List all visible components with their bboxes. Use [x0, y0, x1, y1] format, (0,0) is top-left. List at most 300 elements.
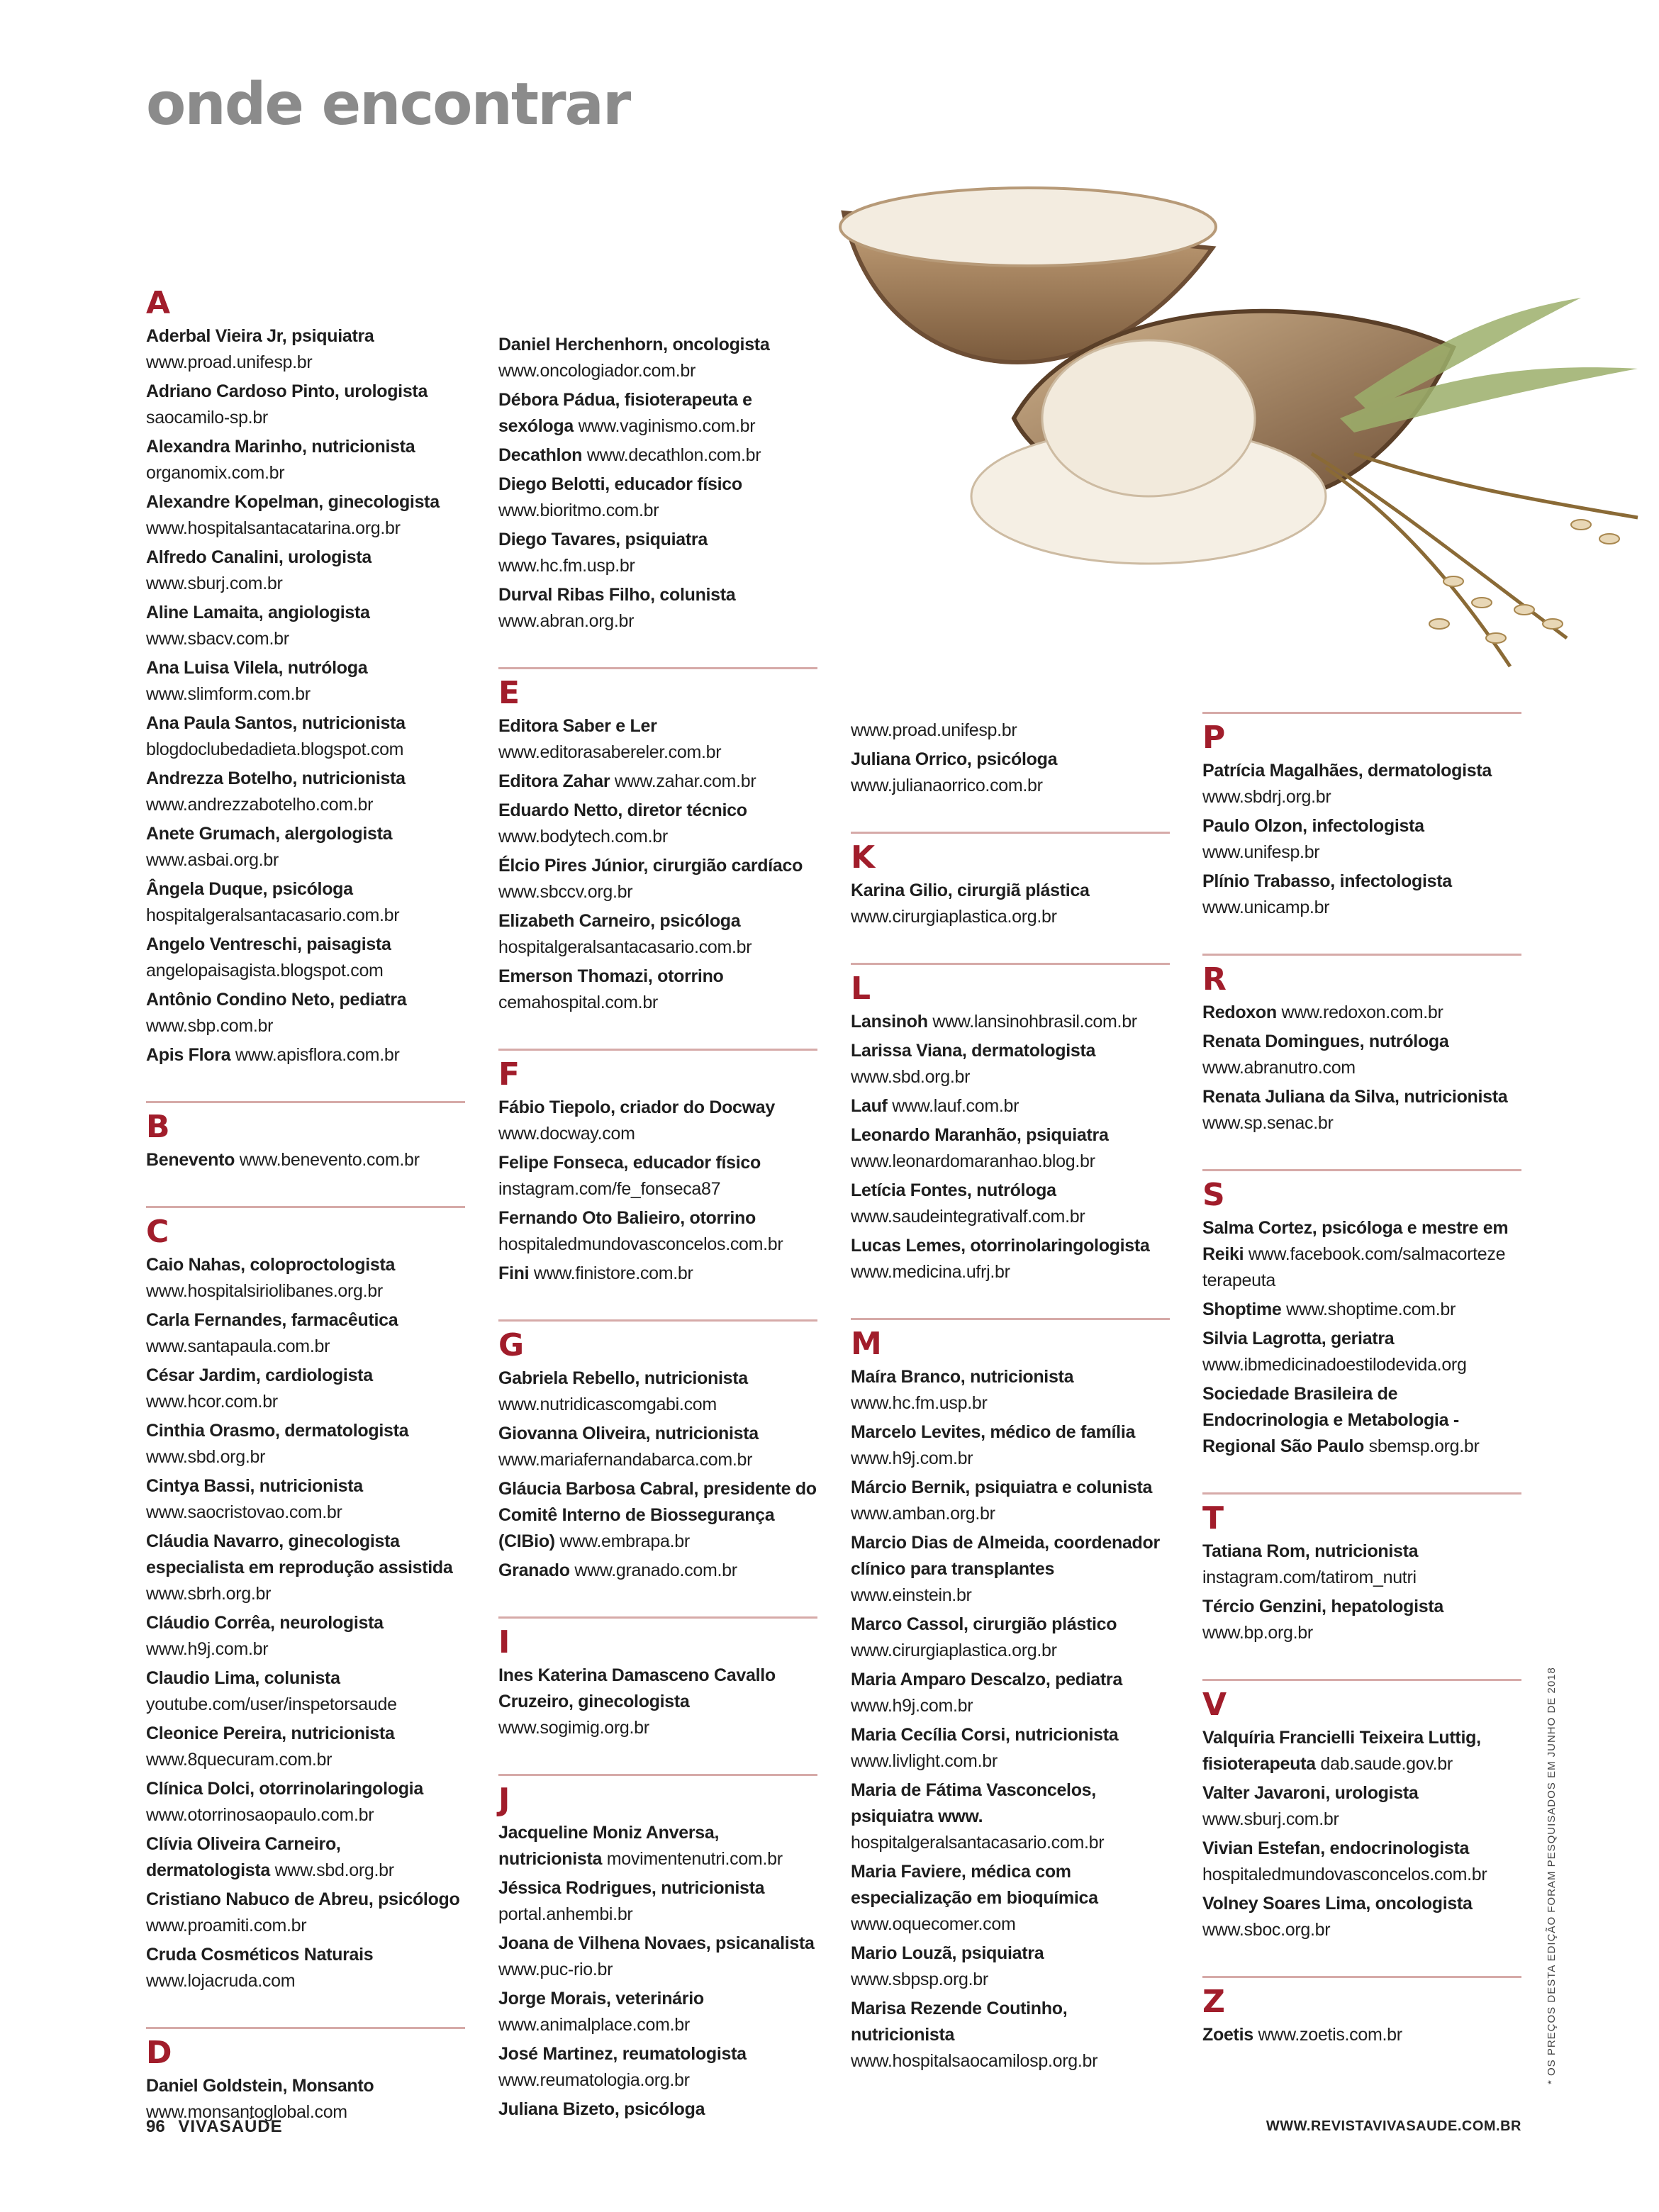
section-letter: F — [498, 1056, 520, 1093]
index-entry — [1202, 1029, 1521, 1081]
entry-url[interactable]: www.sp.senac.br — [1202, 1113, 1334, 1133]
index-entry — [851, 1777, 1170, 1856]
entry-name: Salma Cortez, psicóloga e mestre em Reiki — [1202, 1218, 1509, 1264]
entry-url[interactable]: www.lojacruda.com — [146, 1971, 296, 1991]
index-entry — [851, 1009, 1170, 1035]
page-number: 96 — [146, 2117, 165, 2136]
entry-url[interactable]: www.sbd.org.br — [274, 1860, 394, 1880]
index-entry — [146, 1831, 465, 1884]
entry-url[interactable]: www.sbd.org.br — [146, 1447, 266, 1467]
index-entry — [498, 1150, 817, 1202]
entry-url[interactable]: www.proad.unifesp.br — [146, 352, 313, 372]
entry-name: Ines Katerina Damasceno Cavallo Cruzeiro, ginecologista — [498, 1665, 776, 1711]
index-entry — [146, 1363, 465, 1415]
index-entry — [498, 1986, 817, 2038]
entry-url[interactable]: www.saudeintegrativalf.com.br — [851, 1207, 1085, 1227]
entry-url[interactable]: youtube.com/user/inspetorsaude — [146, 1694, 397, 1714]
entry-name: Clínica Dolci, otorrinolaringologia — [146, 1779, 423, 1799]
entry-url[interactable]: www.apisflora.com.br — [235, 1045, 400, 1065]
index-entry — [146, 1529, 465, 1607]
index-section-l — [851, 963, 1170, 1285]
entry-name: Élcio Pires Júnior, cirurgião cardíaco — [498, 856, 803, 876]
entry-name: Débora Pádua, fisioterapeuta e sexóloga — [498, 390, 752, 436]
entry-name: Márcio Bernik, psiquiatra e colunista — [851, 1478, 1153, 1497]
entry-name: Cláudio Corrêa, neurologista — [146, 1613, 384, 1633]
index-entry — [146, 987, 465, 1039]
footer-folio — [146, 2117, 283, 2137]
entry-name: Renata Juliana da Silva, nutricionista — [1202, 1087, 1508, 1107]
entry-url[interactable]: hospitaledmundovasconcelos.com.br — [498, 1234, 783, 1254]
index-entry — [498, 963, 817, 1016]
entry-name: Letícia Fontes, nutróloga — [851, 1180, 1056, 1200]
index-entry — [851, 1178, 1170, 1230]
index-entry — [1202, 1084, 1521, 1136]
index-entry — [498, 582, 817, 635]
entry-name: Diego Tavares, psiquiatra — [498, 530, 708, 549]
index-entry — [498, 1365, 817, 1418]
entry-name: Maria Amparo Descalzo, pediatra — [851, 1670, 1122, 1689]
index-entry — [851, 717, 1170, 744]
index-entry — [146, 876, 465, 929]
entry-name: Decathlon — [498, 445, 583, 465]
index-entry — [851, 1475, 1170, 1527]
entry-url[interactable]: movimentenutri.com.br — [606, 1849, 783, 1869]
section-letter: J — [498, 1782, 510, 1818]
index-entry — [146, 489, 465, 542]
entry-name: Jacqueline Moniz Anversa, nutricionista — [498, 1823, 720, 1869]
entry-url[interactable]: www.unicamp.br — [1202, 898, 1330, 917]
entry-name: Maria Faviere, médica com especialização em bioquímica — [851, 1862, 1098, 1908]
rice-stalks — [1312, 454, 1638, 666]
index-entry — [851, 1093, 1170, 1119]
entry-name: Cleonice Pereira, nutricionista — [146, 1724, 395, 1743]
entry-name: Cruda Cosméticos Naturais — [146, 1945, 374, 1965]
entry-name: Aline Lamaita, angiologista — [146, 603, 370, 622]
index-entry — [146, 323, 465, 376]
entry-name: Marco Cassol, cirurgião plástico — [851, 1614, 1117, 1634]
entry-url[interactable]: www.sbd.org.br — [851, 1067, 971, 1087]
entry-name: Jorge Morais, veterinário — [498, 1989, 704, 2009]
section-letter: M — [851, 1326, 882, 1362]
entry-url[interactable]: www.reumatologia.org.br — [498, 2070, 690, 2090]
entry-name: Leonardo Maranhão, psiquiatra — [851, 1125, 1109, 1145]
index-entry — [146, 1307, 465, 1360]
entry-name: Ana Luisa Vilela, nutróloga — [146, 658, 368, 678]
entry-url[interactable]: www.otorrinosaopaulo.com.br — [146, 1805, 374, 1825]
entry-name: Ângela Duque, psicóloga — [146, 879, 353, 899]
entry-name: Cinthia Orasmo, dermatologista — [146, 1421, 409, 1441]
entry-url[interactable]: www.abranutro.com — [1202, 1058, 1356, 1078]
entry-name: Granado — [498, 1560, 570, 1580]
index-entry — [498, 769, 817, 795]
entry-url[interactable]: www.redoxon.com.br — [1281, 1002, 1443, 1022]
entry-name: Editora Zahar — [498, 771, 610, 791]
index-entry — [498, 1558, 817, 1584]
entry-name: Durval Ribas Filho, colunista — [498, 585, 736, 605]
entry-name: Emerson Thomazi, otorrino — [498, 966, 724, 986]
index-entry — [1202, 1836, 1521, 1888]
index-section-v — [1202, 1679, 1521, 1943]
entry-name: Diego Belotti, educador físico — [498, 474, 742, 494]
index-section-j — [498, 1774, 817, 2123]
index-entry — [851, 1722, 1170, 1775]
index-entry — [146, 1887, 465, 1939]
entry-url[interactable]: www.bioritmo.com.br — [498, 501, 659, 520]
entry-url[interactable]: www.abran.org.br — [498, 611, 635, 631]
index-entry — [851, 1233, 1170, 1285]
index-entry — [498, 713, 817, 766]
entry-url[interactable]: www.granado.com.br — [574, 1560, 737, 1580]
entry-name: Tércio Genzini, hepatologista — [1202, 1597, 1443, 1616]
index-entry — [851, 1996, 1170, 2074]
index-entry — [146, 1473, 465, 1526]
index-entry — [1202, 1538, 1521, 1591]
entry-url[interactable]: www.medicina.ufrj.br — [851, 1262, 1010, 1282]
entry-name: Plínio Trabasso, infectologista — [1202, 871, 1452, 891]
entry-name: Marcelo Levites, médico de família — [851, 1422, 1136, 1442]
entry-url[interactable]: www.nutridicascomgabi.com — [498, 1395, 717, 1414]
entry-url[interactable]: instagram.com/tatirom_nutri — [1202, 1568, 1417, 1587]
entry-name: Elizabeth Carneiro, psicóloga — [498, 911, 741, 931]
entry-url[interactable]: www.livlight.com.br — [851, 1751, 998, 1771]
entry-url[interactable]: www.asbai.org.br — [146, 850, 279, 870]
entry-url[interactable]: instagram.com/fe_fonseca87 — [498, 1179, 721, 1199]
section-letter: A — [146, 285, 171, 321]
entry-url[interactable]: www.oncologiador.com.br — [498, 361, 696, 381]
index-entry — [1202, 1780, 1521, 1833]
index-entry — [1202, 1000, 1521, 1026]
entry-url[interactable]: www.8quecuram.com.br — [146, 1750, 333, 1770]
entry-name: Joana de Vilhena Novaes, psicanalista — [498, 1933, 815, 1953]
entry-url[interactable]: www.oquecomer.com — [851, 1914, 1016, 1934]
index-section-i — [498, 1616, 817, 1741]
index-entry — [498, 853, 817, 905]
index-section-a — [146, 284, 465, 1068]
entry-name: Ana Paula Santos, nutricionista — [146, 713, 406, 733]
index-entry — [498, 2041, 817, 2094]
index-entry — [851, 1419, 1170, 1472]
entry-url[interactable]: www.proamiti.com.br — [146, 1916, 307, 1936]
entry-name: Lucas Lemes, otorrinolaringologista — [851, 1236, 1150, 1256]
entry-url[interactable]: hospitalgeralsantacasario.com.br — [851, 1833, 1105, 1853]
entry-name: Lauf — [851, 1096, 888, 1116]
section-letter: L — [851, 971, 871, 1007]
entry-name: Karina Gilio, cirurgiã plástica — [851, 881, 1090, 900]
index-entry — [851, 1667, 1170, 1719]
index-entry — [851, 878, 1170, 930]
entry-url[interactable]: www.animalplace.com.br — [498, 2015, 690, 2035]
section-letter: I — [498, 1624, 510, 1660]
entry-url[interactable]: www.sburj.com.br — [1202, 1809, 1339, 1829]
entry-url[interactable]: www.slimform.com.br — [146, 684, 311, 704]
index-entry — [851, 1530, 1170, 1609]
index-entry — [1202, 1381, 1521, 1460]
index-entry — [146, 1147, 465, 1173]
entry-url[interactable]: www.ibmedicinadoestilodevida.org — [1202, 1355, 1467, 1375]
index-entry — [498, 1095, 817, 1147]
index-entry — [851, 1122, 1170, 1175]
entry-name: Shoptime — [1202, 1300, 1282, 1319]
entry-url[interactable]: www.h9j.com.br — [146, 1639, 269, 1659]
entry-url[interactable]: www.decathlon.com.br — [586, 445, 761, 465]
entry-name: Cintya Bassi, nutricionista — [146, 1476, 363, 1496]
index-entry — [146, 821, 465, 873]
index-column-1 — [146, 284, 465, 2126]
index-entry — [1202, 868, 1521, 921]
index-entry — [851, 1859, 1170, 1938]
index-section-p — [1202, 712, 1521, 921]
entry-url[interactable]: www.sburj.com.br — [146, 574, 283, 593]
entry-url[interactable]: cemahospital.com.br — [498, 993, 658, 1012]
entry-url[interactable]: www.zoetis.com.br — [1258, 2025, 1402, 2045]
index-section-k — [851, 832, 1170, 930]
entry-url[interactable]: dab.saude.gov.br — [1320, 1754, 1453, 1774]
entry-url[interactable]: www.puc-rio.br — [498, 1960, 613, 1979]
entry-name: Carla Fernandes, farmacêutica — [146, 1310, 398, 1330]
entry-name: Angelo Ventreschi, paisagista — [146, 934, 391, 954]
entry-url[interactable]: www.h9j.com.br — [851, 1448, 973, 1468]
entry-name: Cláudia Navarro, ginecologista especialista em reprodução assistida — [146, 1531, 453, 1577]
entry-url[interactable]: www.cirurgiaplastica.org.br — [851, 907, 1057, 927]
entry-name: José Martinez, reumatologista — [498, 2044, 747, 2064]
entry-url[interactable]: www.sbpsp.org.br — [851, 1970, 988, 1989]
index-section-s — [1202, 1169, 1521, 1460]
page-title: onde encontrar — [146, 71, 630, 138]
entry-name: Benevento — [146, 1150, 235, 1170]
index-entry — [498, 908, 817, 961]
entry-name: Alfredo Canalini, urologista — [146, 547, 372, 567]
entry-url[interactable]: www.sbccv.org.br — [498, 882, 633, 902]
entry-url[interactable]: www.bp.org.br — [1202, 1623, 1313, 1643]
index-entry — [851, 1940, 1170, 1993]
index-entry — [1202, 758, 1521, 810]
index-entry — [851, 1038, 1170, 1090]
index-entry — [1202, 1326, 1521, 1378]
entry-name: Lansinoh — [851, 1012, 928, 1032]
entry-name: Anete Grumach, alergologista — [146, 824, 393, 844]
entry-url[interactable]: www.hc.fm.usp.br — [851, 1393, 988, 1413]
entry-url[interactable]: www.zahar.com.br — [614, 771, 756, 791]
entry-url[interactable]: www.cirurgiaplastica.org.br — [851, 1641, 1057, 1660]
entry-url[interactable]: www.docway.com — [498, 1124, 635, 1144]
entry-name: Clívia Oliveira Carneiro, dermatologista — [146, 1834, 341, 1880]
index-entry — [146, 710, 465, 763]
index-entry — [498, 387, 817, 440]
entry-url[interactable]: www.santapaula.com.br — [146, 1336, 330, 1356]
index-entry — [1202, 813, 1521, 866]
entry-url[interactable]: www.hc.fm.usp.br — [498, 556, 635, 576]
index-entry — [851, 1364, 1170, 1417]
entry-name: Apis Flora — [146, 1045, 231, 1065]
index-column-3 — [851, 717, 1170, 2074]
index-entry — [146, 1418, 465, 1470]
entry-url[interactable]: www.sogimig.org.br — [498, 1718, 649, 1738]
entry-name: Maria de Fátima Vasconcelos, psiquiatra www. — [851, 1780, 1096, 1826]
entry-url[interactable]: www.leonardomaranhao.blog.br — [851, 1151, 1095, 1171]
index-section-f — [498, 1049, 817, 1287]
section-letter: S — [1202, 1177, 1225, 1213]
index-entry — [146, 434, 465, 486]
entry-url[interactable]: hospitaledmundovasconcelos.com.br — [1202, 1865, 1487, 1884]
magazine-name: VIVASAÚDE — [178, 2117, 283, 2136]
index-entry — [146, 544, 465, 597]
section-letter: V — [1202, 1687, 1227, 1723]
entry-url[interactable]: www.sbrh.org.br — [146, 1584, 272, 1604]
entry-name: Jéssica Rodrigues, nutricionista — [498, 1878, 765, 1898]
entry-url[interactable]: sbemsp.org.br — [1368, 1436, 1480, 1456]
index-entry — [1202, 1891, 1521, 1943]
entry-name: Sociedade Brasileira de Endocrinologia e Metabologia - Regional São Paulo — [1202, 1384, 1459, 1456]
entry-name: Fernando Oto Balieiro, otorrino — [498, 1208, 756, 1228]
entry-url[interactable]: hospitalgeralsantacasario.com.br — [146, 905, 400, 925]
index-entry — [498, 798, 817, 850]
index-entry — [498, 332, 817, 384]
index-entry — [498, 1476, 817, 1555]
index-section-r — [1202, 954, 1521, 1136]
entry-url[interactable]: www.saocristovao.com.br — [146, 1502, 342, 1522]
entry-name: Renata Domingues, nutróloga — [1202, 1032, 1449, 1051]
entry-url[interactable]: angelopaisagista.blogspot.com — [146, 961, 384, 981]
section-letter: K — [851, 839, 876, 876]
index-entry — [146, 1042, 465, 1068]
entry-url[interactable]: www.andrezzabotelho.com.br — [146, 795, 374, 815]
entry-name: Tatiana Rom, nutricionista — [1202, 1541, 1419, 1561]
entry-url[interactable]: www.hospitalsantacatarina.org.br — [146, 518, 401, 538]
footer-website[interactable]: WWW.REVISTAVIVASAUDE.COM.BR — [1266, 2118, 1521, 2134]
index-entry — [1202, 1215, 1521, 1294]
entry-url[interactable]: www.lauf.com.br — [892, 1096, 1020, 1116]
entry-url[interactable]: www.hospitalsiriolibanes.org.br — [146, 1281, 383, 1301]
entry-name: Antônio Condino Neto, pediatra — [146, 990, 407, 1010]
entry-url[interactable]: www.finistore.com.br — [533, 1263, 693, 1283]
index-entry — [498, 1820, 817, 1872]
index-entry — [146, 1665, 465, 1718]
section-letter: R — [1202, 961, 1227, 998]
index-section-t — [1202, 1492, 1521, 1646]
entry-url[interactable]: organomix.com.br — [146, 463, 285, 483]
entry-url[interactable]: www.proad.unifesp.br — [851, 720, 1017, 740]
index-entry — [146, 766, 465, 818]
entry-url[interactable]: www.sbacv.com.br — [146, 629, 289, 649]
section-letter: D — [146, 2035, 172, 2071]
index-column-2 — [498, 332, 817, 2123]
index-entry — [146, 600, 465, 652]
index-entry — [851, 747, 1170, 799]
entry-name: Larissa Viana, dermatologista — [851, 1041, 1096, 1061]
entry-url[interactable]: www.facebook.com/salmacorteze terapeuta — [1202, 1244, 1506, 1290]
entry-url[interactable]: www.lansinohbrasil.com.br — [932, 1012, 1137, 1032]
index-section-continued — [498, 332, 817, 635]
entry-name: Patrícia Magalhães, dermatologista — [1202, 761, 1492, 781]
entry-name: Maíra Branco, nutricionista — [851, 1367, 1074, 1387]
entry-name: César Jardim, cardiologista — [146, 1365, 373, 1385]
index-entry — [498, 1931, 817, 1983]
entry-url[interactable]: www.amban.org.br — [851, 1504, 995, 1524]
entry-name: Alexandre Kopelman, ginecologista — [146, 492, 440, 512]
index-entry — [146, 1776, 465, 1828]
entry-name: Daniel Herchenhorn, oncologista — [498, 335, 770, 354]
index-entry — [146, 1252, 465, 1305]
bowl-rice — [840, 188, 1216, 266]
index-entry — [498, 1663, 817, 1741]
entry-name: Giovanna Oliveira, nutricionista — [498, 1424, 759, 1443]
index-entry — [146, 379, 465, 431]
entry-url[interactable]: portal.anhembi.br — [498, 1904, 633, 1924]
index-entry — [498, 1875, 817, 1928]
index-entry — [498, 1421, 817, 1473]
section-letter: Z — [1202, 1984, 1225, 2020]
index-column-4 — [1202, 712, 1521, 2048]
entry-url[interactable]: www.benevento.com.br — [239, 1150, 420, 1170]
entry-url[interactable]: www.einstein.br — [851, 1585, 972, 1605]
rice-grains — [1429, 520, 1619, 643]
entry-url[interactable]: blogdoclubedadieta.blogspot.com — [146, 739, 404, 759]
entry-name: Vivian Estefan, endocrinologista — [1202, 1838, 1470, 1858]
index-entry — [146, 932, 465, 984]
index-entry — [498, 1261, 817, 1287]
index-entry — [1202, 1594, 1521, 1646]
entry-url[interactable]: www.julianaorrico.com.br — [851, 776, 1043, 795]
entry-url[interactable]: saocamilo-sp.br — [146, 408, 268, 428]
entry-name: Juliana Bizeto, psicóloga — [498, 2099, 705, 2119]
entry-url[interactable]: www.shoptime.com.br — [1286, 1300, 1456, 1319]
entry-url[interactable]: www.embrapa.br — [559, 1531, 690, 1551]
index-entry — [146, 1721, 465, 1773]
entry-url[interactable]: www.editorasabereler.com.br — [498, 742, 722, 762]
entry-name: Gláucia Barbosa Cabral, presidente do Comitê Interno de Biossegurança (CIBio) — [498, 1479, 817, 1551]
section-letter: E — [498, 675, 520, 711]
entry-name: Claudio Lima, colunista — [146, 1668, 340, 1688]
index-entry — [1202, 1725, 1521, 1777]
index-entry — [498, 442, 817, 469]
entry-url[interactable]: www.sbdrj.org.br — [1202, 787, 1331, 807]
entry-url[interactable]: www.bodytech.com.br — [498, 827, 668, 847]
entry-name: Editora Saber e Ler — [498, 716, 657, 736]
entry-name: Fini — [498, 1263, 530, 1283]
entry-url[interactable]: www.sboc.org.br — [1202, 1920, 1331, 1940]
index-section-z — [1202, 1976, 1521, 2048]
index-entry — [498, 527, 817, 579]
entry-name: Silvia Lagrotta, geriatra — [1202, 1329, 1395, 1348]
entry-name: Marcio Dias de Almeida, coordenador clínico para transplantes — [851, 1533, 1160, 1579]
entry-name: Zoetis — [1202, 2025, 1253, 2045]
entry-name: Fábio Tiepolo, criador do Docway — [498, 1097, 775, 1117]
entry-url[interactable]: www.hospitalsaocamilosp.org.br — [851, 2051, 1098, 2071]
entry-url[interactable]: www.monsantoglobal.com — [146, 2102, 347, 2122]
index-entry — [1202, 2022, 1521, 2048]
rice-illustration — [815, 184, 1652, 681]
entry-url[interactable]: www.vaginismo.com.br — [578, 416, 756, 436]
index-section-continued — [851, 717, 1170, 799]
entry-url[interactable]: www.hcor.com.br — [146, 1392, 278, 1412]
section-letter: B — [146, 1109, 170, 1145]
entry-url[interactable]: www.h9j.com.br — [851, 1696, 973, 1716]
index-section-c — [146, 1206, 465, 1994]
entry-name: Gabriela Rebello, nutricionista — [498, 1368, 748, 1388]
entry-url[interactable]: www.mariafernandabarca.com.br — [498, 1450, 753, 1470]
entry-url[interactable]: hospitalgeralsantacasario.com.br — [498, 937, 752, 957]
index-entry — [1202, 1297, 1521, 1323]
section-letter: T — [1202, 1500, 1224, 1536]
entry-url[interactable]: www.unifesp.br — [1202, 842, 1320, 862]
entry-name: Paulo Olzon, infectologista — [1202, 816, 1424, 836]
entry-url[interactable]: www.sbp.com.br — [146, 1016, 274, 1036]
entry-name: Andrezza Botelho, nutricionista — [146, 769, 406, 788]
entry-name: Mario Louzã, psiquiatra — [851, 1943, 1044, 1963]
index-section-d — [146, 2027, 465, 2126]
section-letter: G — [498, 1327, 525, 1363]
entry-name: Redoxon — [1202, 1002, 1277, 1022]
